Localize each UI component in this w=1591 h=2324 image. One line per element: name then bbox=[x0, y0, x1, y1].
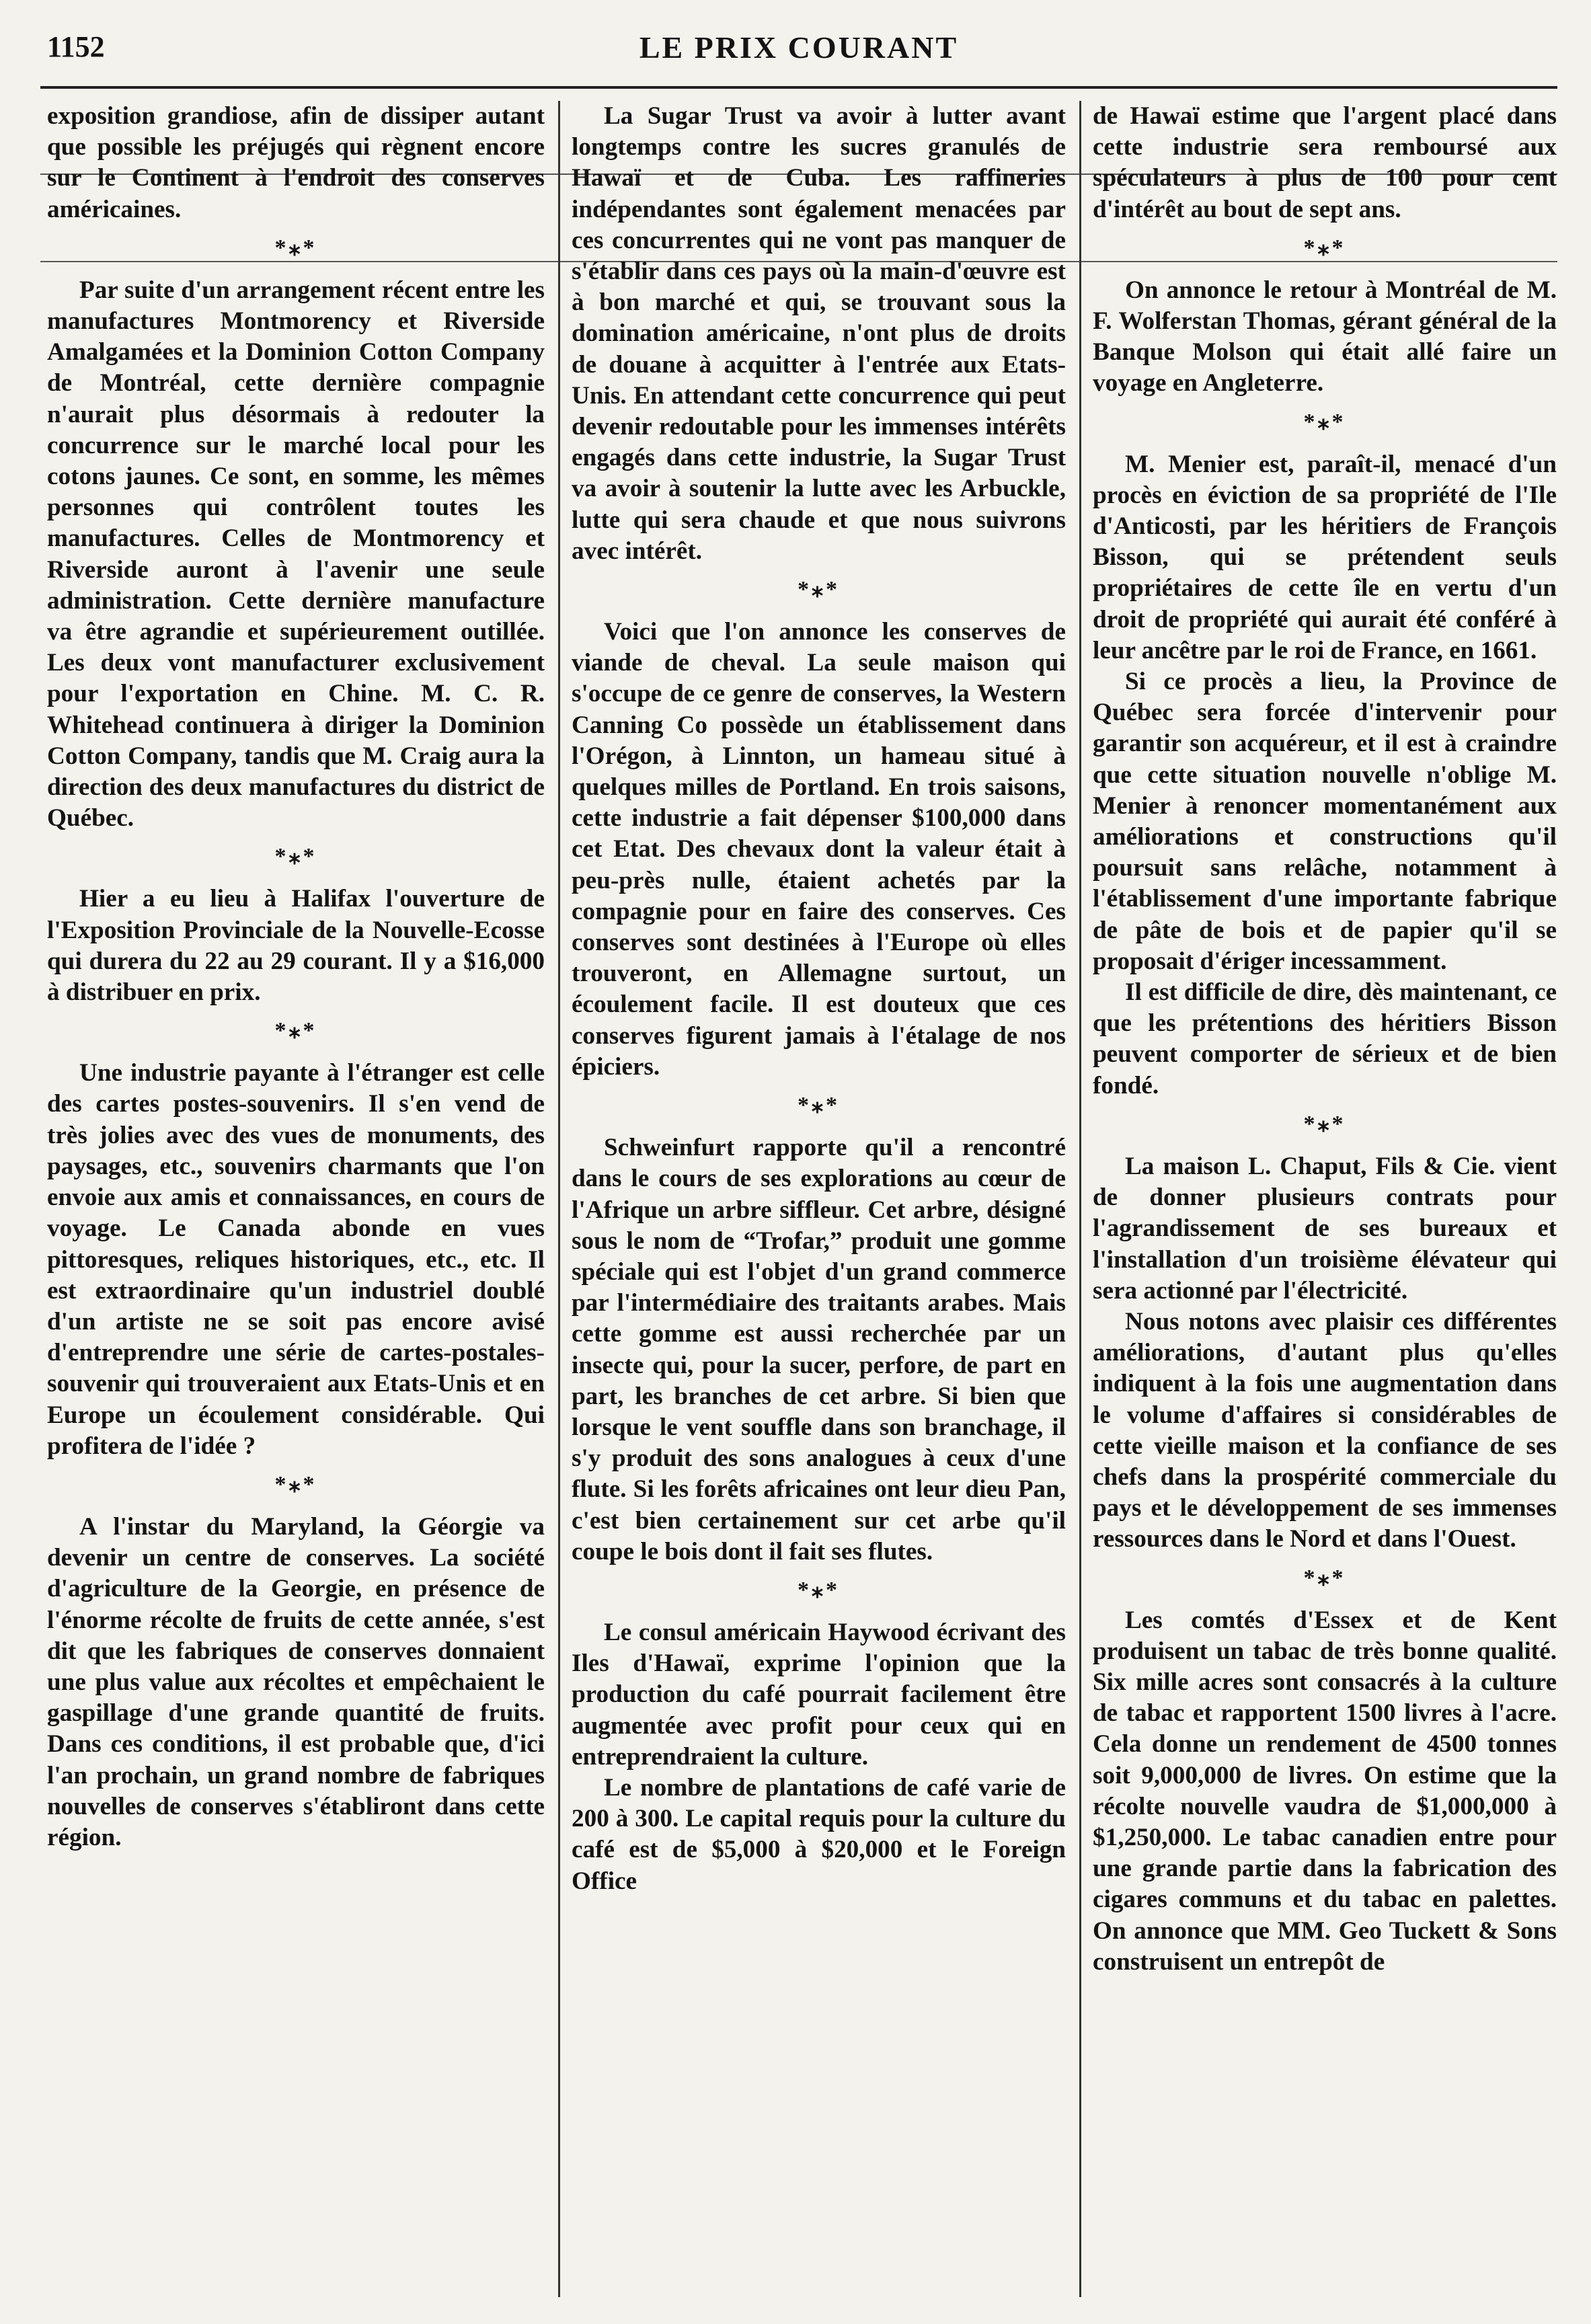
article-paragraph: Les comtés d'Essex et de Kent produisent un tabac de très bonne qualité. Six mille acres sont consacrés à la culture de tabac et rapportent 1500 livres à l'acre. Cela donne un rendement de 4500 tonnes soit 9,000,000 de livres. On estime que la récolte nouvelle vaudra de $1,000,000 à $1,250,000. Le tabac canadien entre pour une grande partie dans la fabrication des cigares communs et du tabac en palettes. On annonce que MM. Geo Tuckett & Sons construisent un entrepôt de bbox=[1093, 1606, 1557, 1976]
article-paragraph: Si ce procès a lieu, la Province de Québec sera forcée d'intervenir pour garantir son acquéreur, et il est à craindre que cette situation nouvelle n'oblige M. Menier à renoncer momentanément aux améliorations et constructions qu'il poursuit sans relâche, notamment à l'établissement d'une importante fabrique de pâte de bois et de papier qu'il se proposait d'ériger incessamment. bbox=[1093, 668, 1557, 975]
article-paragraph: Une industrie payante à l'étranger est celle des cartes postes-souvenirs. Il s'en vend de très jolies avec des vues de monuments, des paysages, etc., souvenirs charmants que l'on envoie aux amis et connaissances, en cours de voyage. Le Canada abonde en vues pittoresques, reliques historiques, etc., etc. Il est extraordinaire qu'un industriel doublé d'un artiste ne se soit pas encore avisé d'entreprendre une série de cartes-postales-souvenir qui trouveraient aux Etats-Unis et en Europe un écoulement considérable. Qui profitera de l'idée ? bbox=[47, 1059, 545, 1460]
article-paragraph: Par suite d'un arrangement récent entre les manufactures Montmorency et Riverside Amalgamées et la Dominion Cotton Company de Montréal, cette dernière compagnie n'aurait plus désormais à redouter la concurrence sur le marché local pour les cotons jaunes. Ce sont, en somme, les mêmes personnes qui contrôlent toutes les manufactures. Celles de Montmorency et Riverside auront à l'avenir une seule administration. Cette dernière manufacture va être agrandie et supérieurement outillée. Les deux vont manufacturer exclusivement pour l'exportation en Chine. M. C. R. Whitehead continuera à diriger la Dominion Cotton Company, tandis que M. Craig aura la direction des deux manufactures du district de Québec. bbox=[47, 276, 545, 832]
article-paragraph: de Hawaï estime que l'argent placé dans cette industrie sera remboursé aux spéculateurs à plus de 100 pour cent d'intérêt au bout de sept ans. bbox=[1093, 102, 1557, 223]
section-separator: *⁎* bbox=[1303, 1111, 1346, 1136]
article-paragraph: Le consul américain Haywood écrivant des Iles d'Hawaï, exprime l'opinion que la production du café pourrait facilement être augmentée avec profit pour ceux qui en entreprendraient la culture. bbox=[572, 1618, 1066, 1771]
column-3 bbox=[1093, 101, 1557, 2297]
section-separator: *⁎* bbox=[1303, 1565, 1346, 1590]
section-separator: *⁎* bbox=[798, 1577, 840, 1602]
article-paragraph: Il est difficile de dire, dès maintenant, ce que les prétentions des héritiers Bisson peuvent comporter de sérieux et de bien fondé. bbox=[1093, 978, 1557, 1099]
article-columns bbox=[40, 101, 1557, 2297]
article-paragraph: La maison L. Chaput, Fils & Cie. vient de donner plusieurs contrats pour l'agrandissement de ses bureaux et l'installation d'un troisième élévateur qui sera actionné par l'électricité. bbox=[1093, 1152, 1557, 1305]
section-separator: *⁎* bbox=[798, 577, 840, 603]
column-1 bbox=[47, 101, 545, 2297]
section-separator: *⁎* bbox=[798, 1093, 840, 1118]
column-2 bbox=[572, 101, 1066, 2297]
article-paragraph: Le nombre de plantations de café varie de 200 à 300. Le capital requis pour la culture du café est de $5,000 à $20,000 et le Foreign Office bbox=[572, 1773, 1066, 1895]
section-separator: *⁎* bbox=[274, 235, 317, 260]
section-separator: *⁎* bbox=[274, 1471, 317, 1497]
article-paragraph: Schweinfurt rapporte qu'il a rencontré dans le cours de ses explorations au cœur de l'Afrique un arbre siffleur. Cet arbre, désigné sous le nom de “Trofar,” produit une gomme spéciale qui est l'objet d'un grand commerce par l'intermédiaire des traitants arabes. Mais cette gomme est aussi recherchée par un insecte qui, pour la sucer, perfore, de part en part, les branches de cet arbre. Si bien que lorsque le vent souffle dans son branchage, il s'y produit des sons analogues à ceux d'une flute. Si les forêts africaines ont leur dieu Pan, c'est bien certainement sur cet arbe qu'il coupe le bois dont il fait ses flutes. bbox=[572, 1134, 1066, 1565]
article-paragraph: A l'instar du Maryland, la Géorgie va devenir un centre de conserves. La société d'agriculture de la Georgie, en présence de l'énorme récolte de fruits de cette année, s'est dit que les fabriques de conserves donnaient une plus value aux récoltes et empêchaient le gaspillage d'une grande quantité de fruits. Dans ces conditions, il est probable que, d'ici l'an prochain, un grand nombre de fabriques nouvelles de conserves s'établiront dans cette région. bbox=[47, 1512, 545, 1851]
article-paragraph: Voici que l'on annonce les conserves de viande de cheval. La seule maison qui s'occupe de ce genre de conserves, la Western Canning Co possède un établissement dans l'Orégon, à Linnton, un hameau situé à quelques milles de Portland. En trois saisons, cette industrie a fait dépenser $100,000 dans cet Etat. Des chevaux dont la valeur était à peu-près nulle, étaient achetés par la compagnie pour en faire des conserves. Ces conserves sont destinées à l'Europe où elles trouveront, en Allemagne surtout, un écoulement facile. Il est douteux que ces conserves figurent jamais à l'étalage de nos épiciers. bbox=[572, 618, 1066, 1081]
article-paragraph: exposition grandiose, afin de dissiper autant que possible les préjugés qui règnent encore sur le Continent à l'endroit des conserves américaines. bbox=[47, 102, 545, 223]
header-rule bbox=[40, 86, 1557, 89]
article-paragraph: La Sugar Trust va avoir à lutter avant longtemps contre les sucres granulés de Hawaï et de Cuba. Les raffineries indépendantes sont également menacées par ces concurrentes qui ne vont pas manquer de s'établir dans ces pays où la main-d'œuvre est à bon marché et qui, se trouvant sous la domination américaine, n'ont plus de droits de douane à acquitter à l'entrée aux Etats-Unis. En attendant cette concurrence qui peut devenir redoutable pour les immenses intérêts engagés dans cette industrie, la Sugar Trust va avoir à soutenir la lutte avec les Arbuckle, lutte qui sera chaude et que nous suivrons avec intérêt. bbox=[572, 102, 1066, 565]
column-rule bbox=[1079, 101, 1081, 2297]
section-separator: *⁎* bbox=[1303, 409, 1346, 434]
article-paragraph: Hier a eu lieu à Halifax l'ouverture de l'Exposition Provinciale de la Nouvelle-Ecosse qui durera du 22 au 29 courant. Il y a $16,000 à distribuer en prix. bbox=[47, 885, 545, 1007]
section-separator: *⁎* bbox=[274, 844, 317, 869]
page-header bbox=[47, 30, 1551, 70]
column-rule bbox=[558, 101, 560, 2297]
article-paragraph: Nous notons avec plaisir ces différentes améliorations, d'autant plus qu'elles indiquent à la fois une augmentation dans le volume d'affaires si considérables de cette vieille maison et la confiance de ses chefs dans la prospérité commerciale du pays et le développement de ses immenses ressources dans le Nord et dans l'Ouest. bbox=[1093, 1307, 1557, 1553]
article-paragraph: On annonce le retour à Montréal de M. F. Wolferstan Thomas, gérant général de la Banque Molson qui était allé faire un voyage en Angleterre. bbox=[1093, 276, 1557, 397]
page-number: 1152 bbox=[47, 30, 105, 63]
article-paragraph: M. Menier est, paraît-il, menacé d'un procès en éviction de sa propriété de l'Ile d'Anticosti, par les héritiers de François Bisson, qui se prétendent seuls propriétaires de cette île en vertu d'un droit de propriété qui aurait été conféré à leur ancêtre par le roi de France, en 1661. bbox=[1093, 450, 1557, 664]
masthead-title: LE PRIX COURANT bbox=[639, 30, 959, 65]
section-separator: *⁎* bbox=[1303, 235, 1346, 260]
section-separator: *⁎* bbox=[274, 1018, 317, 1044]
